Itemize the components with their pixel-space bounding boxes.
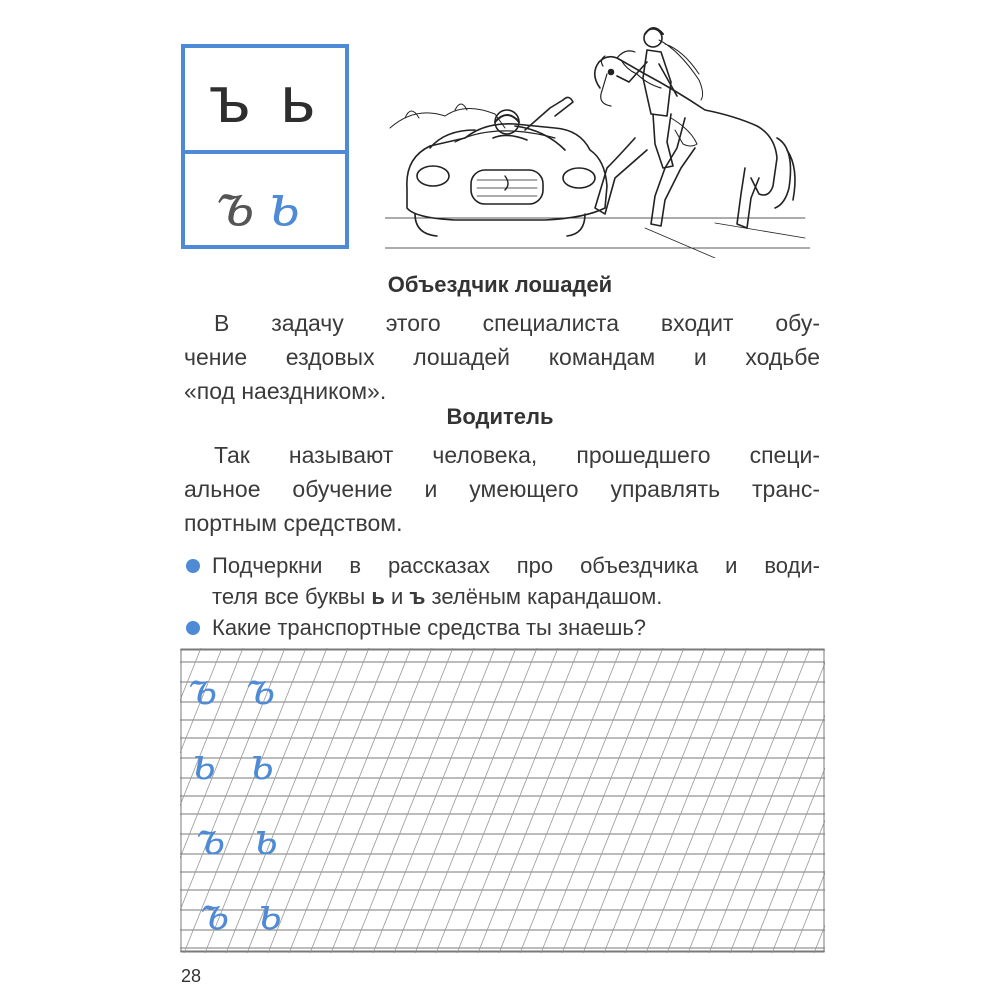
bold-letter-hard: ъ — [409, 584, 426, 609]
task-text: зелёным карандашом. — [425, 584, 663, 609]
copybook-sample-letter: ь — [250, 739, 274, 790]
text-line: портным средством. — [184, 510, 403, 536]
copybook-sample-letter: ь — [192, 739, 216, 790]
grid-line — [604, 648, 726, 953]
grid-line — [772, 821, 825, 954]
grid-line — [289, 648, 411, 953]
bullet-icon — [186, 621, 200, 635]
task-text: и — [384, 584, 410, 609]
task-item-vehicles — [184, 612, 820, 643]
grid-line — [226, 648, 348, 953]
copybook-sample-letter: ь — [254, 814, 278, 865]
grid-line — [562, 648, 684, 953]
script-hard-sign: ъ — [215, 171, 269, 239]
text-line: Так называют человека, прошедшего специ- — [214, 442, 820, 468]
letter-card-divider — [185, 150, 345, 154]
bold-letter-soft: ь — [371, 584, 385, 609]
letter-card — [181, 44, 349, 249]
section-title-driver: Водитель — [446, 404, 554, 429]
grid-line — [457, 648, 579, 953]
task-line: Подчеркни в рассказах про объездчика и води- — [212, 553, 820, 578]
grid-line — [478, 648, 600, 953]
grid-line — [268, 648, 390, 953]
task-text: теля все буквы — [212, 584, 372, 609]
text-line: В задачу этого специалиста входит обу- — [214, 310, 820, 336]
task-line — [212, 581, 820, 612]
grid-line — [415, 648, 537, 953]
section-title-horse-trainer: Объездчик лошадей — [387, 272, 613, 297]
copybook-sample-letter: ъ — [196, 814, 226, 865]
script-soft-sign: ь — [268, 171, 315, 239]
grid-line — [436, 648, 558, 953]
task-line: Какие транспортные средства ты знаешь? — [212, 615, 647, 640]
grid-line — [331, 648, 453, 953]
script-letters — [185, 171, 345, 239]
text-line: «под наездником». — [184, 378, 387, 404]
task-item-underline — [184, 550, 820, 612]
text-line: альное обучение и умеющего управлять транс- — [184, 476, 820, 502]
grid-line — [541, 648, 663, 953]
bullet-icon — [186, 559, 200, 573]
copybook-sample-letter: ь — [258, 889, 282, 940]
copybook-grid[interactable] — [180, 648, 825, 953]
grid-line — [793, 873, 825, 953]
task-list — [184, 550, 820, 643]
section-text-driver — [184, 438, 820, 540]
grid-line — [646, 648, 768, 953]
grid-line — [625, 648, 747, 953]
printed-letters: ъ ь — [209, 62, 321, 136]
page-number: 28 — [181, 966, 202, 986]
grid-line — [352, 648, 474, 953]
section-text-horse-trainer — [184, 306, 820, 408]
grid-line — [667, 648, 789, 953]
grid-line — [499, 648, 621, 953]
grid-line — [394, 648, 516, 953]
car-and-horse-illustration — [385, 18, 810, 258]
grid-line — [520, 648, 642, 953]
copybook-sample-letter: ъ — [188, 664, 218, 715]
copybook-sample-letter: ъ — [246, 664, 276, 715]
grid-line — [688, 648, 810, 953]
copybook-sample-letter: ъ — [200, 889, 230, 940]
grid-line — [373, 648, 495, 953]
grid-line — [310, 648, 432, 953]
text-line: чение ездовых лошадей командам и ходьбе — [184, 344, 820, 370]
grid-line — [583, 648, 705, 953]
